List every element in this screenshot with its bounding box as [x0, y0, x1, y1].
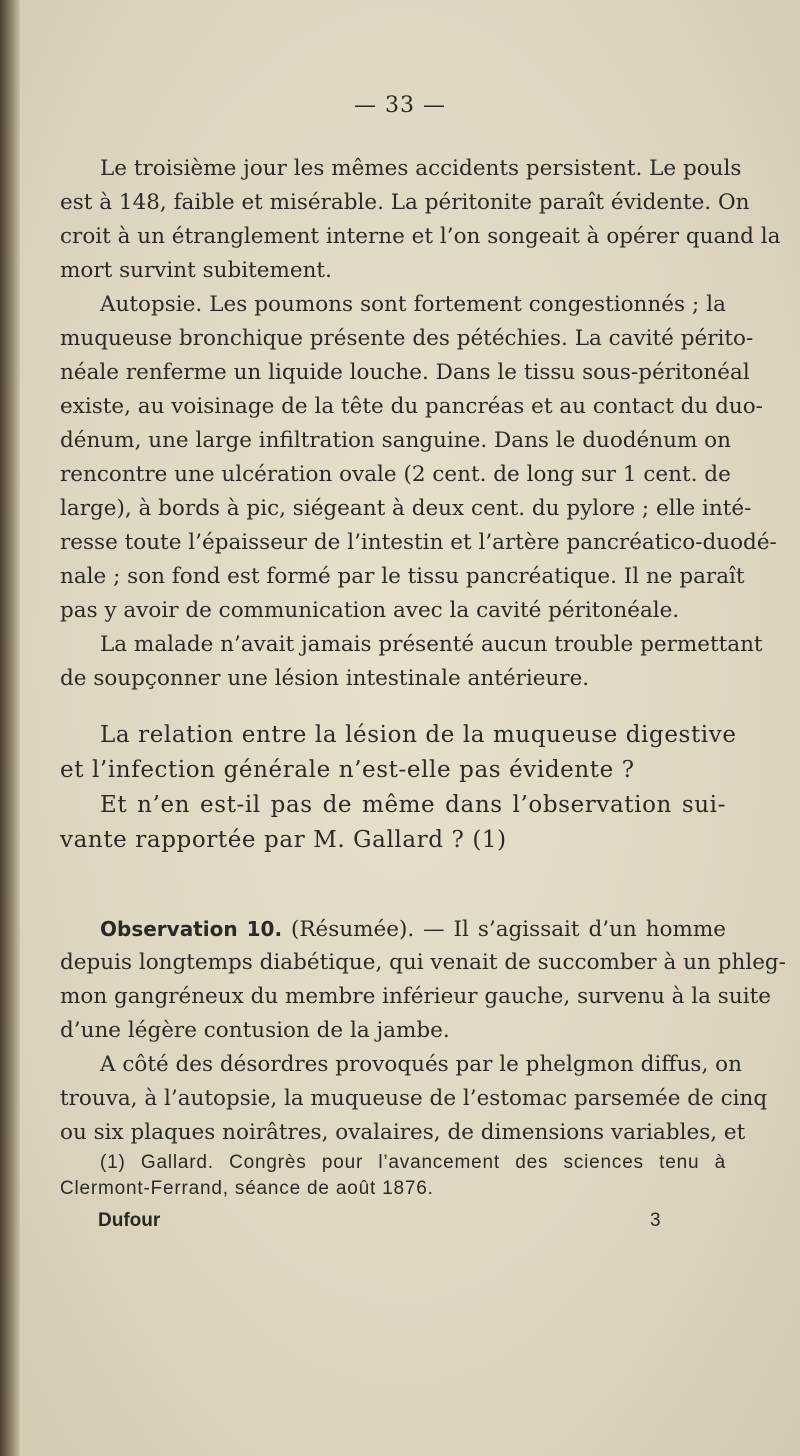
- text-line: resse toute l’épaisseur de l’intestin et l’artère pancréatico-duodé-: [60, 530, 777, 555]
- footnote-line: Clermont-Ferrand, séance de août 1876.: [60, 1178, 434, 1199]
- observation-first-line: [60, 912, 726, 946]
- text-line: mon gangréneux du membre inférieur gauche, survenu à la suite: [60, 984, 771, 1009]
- text-line: mort survint subitement.: [60, 258, 332, 283]
- text-line: néale renferme un liquide louche. Dans le tissu sous-péritonéal: [60, 360, 750, 385]
- text-line: large), à bords à pic, siégeant à deux cent. du pylore ; elle inté-: [60, 496, 752, 521]
- page-number: — 33 —: [354, 93, 446, 118]
- text-line: d’une légère contusion de la jambe.: [60, 1018, 450, 1043]
- book-spine-shadow: [0, 0, 20, 1456]
- text-line: A côté des désordres provoqués par le phelgmon diffus, on: [100, 1052, 742, 1077]
- question-line: et l’infection générale n’est-elle pas évidente ?: [60, 757, 635, 783]
- text-line: rencontre une ulcération ovale (2 cent. de long sur 1 cent. de: [60, 462, 731, 487]
- signature-sheet-number: 3: [650, 1210, 661, 1231]
- observation-section: [60, 912, 786, 1150]
- question-line: Et n’en est-il pas de même dans l’observation sui-: [100, 792, 726, 818]
- text-line: pas y avoir de communication avec la cavité péritonéale.: [60, 598, 680, 623]
- text-line: existe, au voisinage de la tête du pancréas et au contact du duo-: [60, 394, 763, 419]
- footnote: [60, 1150, 726, 1202]
- footnote-line: (1) Gallard. Congrès pour l’avancement des sciences tenu à: [100, 1152, 726, 1173]
- observation-label: Observation 10.: [100, 917, 283, 941]
- text-line: La malade n’avait jamais présenté aucun trouble permettant: [100, 632, 763, 657]
- text-line: croit à un étranglement interne et l’on songeait à opérer quand la: [60, 224, 781, 249]
- text-line: trouva, à l’autopsie, la muqueuse de l’estomac parsemée de cinq: [60, 1086, 768, 1111]
- text-line: dénum, une large infiltration sanguine. Dans le duodénum on: [60, 428, 731, 453]
- text-line: de soupçonner une lésion intestinale antérieure.: [60, 666, 590, 691]
- text-line: muqueuse bronchique présente des pétéchies. La cavité périto-: [60, 326, 754, 351]
- text-line: Le troisième jour les mêmes accidents persistent. Le pouls: [100, 156, 742, 181]
- body-text: [60, 152, 781, 696]
- text-line: depuis longtemps diabétique, qui venait de succomber à un phleg-: [60, 950, 786, 975]
- text-line: est à 148, faible et misérable. La péritonite paraît évidente. On: [60, 190, 750, 215]
- text-line: nale ; son fond est formé par le tissu pancréatique. Il ne paraît: [60, 564, 745, 589]
- question-line: La relation entre la lésion de la muqueuse digestive: [100, 722, 737, 748]
- text-line: Autopsie. Les poumons sont fortement congestionnés ; la: [100, 292, 726, 317]
- question-paragraphs: [60, 718, 737, 858]
- observation-summary: (Résumée). — Il s’agissait d’un homme: [290, 917, 726, 942]
- text-line: ou six plaques noirâtres, ovalaires, de dimensions variables, et: [60, 1120, 746, 1145]
- signature-author: Dufour: [98, 1210, 161, 1231]
- question-line: vante rapportée par M. Gallard ? (1): [60, 827, 507, 853]
